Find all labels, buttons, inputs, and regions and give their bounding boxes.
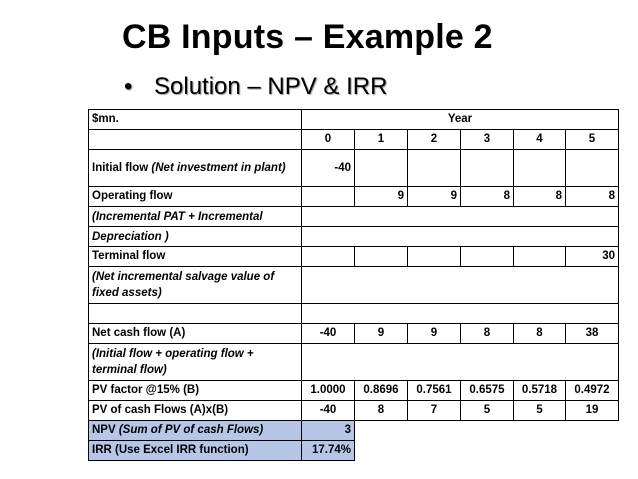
operating-note-2: Depreciation ) <box>89 227 302 247</box>
table-cell <box>514 150 566 187</box>
bullet-text: Solution – NPV & IRR <box>154 73 388 100</box>
table-cell: 9 <box>355 187 408 207</box>
initial-flow-row <box>89 150 619 187</box>
table-cell: 1.0000 <box>302 381 355 401</box>
pv-cash-row <box>89 401 619 421</box>
terminal-flow-label: Terminal flow <box>89 247 302 267</box>
initial-flow-label <box>89 150 302 187</box>
table-cell: 8 <box>355 401 408 421</box>
table-cell <box>408 150 461 187</box>
year-header: Year <box>302 110 619 130</box>
unit-label: $mn. <box>89 110 302 130</box>
operating-note-row-1 <box>89 207 619 227</box>
pv-factor-row <box>89 381 619 401</box>
cash-flow-table <box>88 109 619 461</box>
table-cell <box>461 150 514 187</box>
table-cell: 9 <box>408 187 461 207</box>
table-cell: 0.6575 <box>461 381 514 401</box>
terminal-note-row <box>89 267 619 304</box>
table-cell <box>355 150 408 187</box>
year-row <box>89 130 619 150</box>
slide-title: CB Inputs – Example 2 <box>122 18 493 56</box>
table-cell: 30 <box>566 247 619 267</box>
table-cell: 8 <box>566 187 619 207</box>
year-row-label <box>89 130 302 150</box>
empty-span <box>302 267 619 304</box>
table-cell: 0.7561 <box>408 381 461 401</box>
table-cell <box>566 150 619 187</box>
empty-span <box>355 441 619 461</box>
table-cell: 5 <box>514 401 566 421</box>
empty-span <box>355 421 619 441</box>
empty-span <box>302 227 619 247</box>
slide-bullet <box>124 73 387 101</box>
table-cell: 7 <box>408 401 461 421</box>
net-note-row <box>89 344 619 381</box>
npv-label <box>89 421 302 441</box>
table-cell: 8 <box>461 187 514 207</box>
table-cell: 9 <box>408 324 461 344</box>
table-cell: 8 <box>514 187 566 207</box>
pv-cash-label: PV of cash Flows (A)x(B) <box>89 401 302 421</box>
operating-note-row-2 <box>89 227 619 247</box>
empty-cell <box>89 304 302 324</box>
net-note: (Initial flow + operating flow + terminal flow) <box>89 344 302 381</box>
net-cash-flow-row <box>89 324 619 344</box>
npv-note: (Sum of PV of cash Flows) <box>118 424 264 436</box>
year-cell: 1 <box>355 130 408 150</box>
irr-row <box>89 441 619 461</box>
npv-row <box>89 421 619 441</box>
table-cell: -40 <box>302 150 355 187</box>
npv-value: 3 <box>302 421 355 441</box>
bullet-dot-icon: • <box>124 73 133 100</box>
table-cell: 0.5718 <box>514 381 566 401</box>
table-cell <box>355 247 408 267</box>
table-header-row <box>89 110 619 130</box>
operating-flow-row <box>89 187 619 207</box>
table-cell <box>302 187 355 207</box>
table-cell <box>514 247 566 267</box>
table-cell: 19 <box>566 401 619 421</box>
table-cell: -40 <box>302 401 355 421</box>
year-cell: 2 <box>408 130 461 150</box>
table-cell: 38 <box>566 324 619 344</box>
initial-flow-title: Initial flow <box>92 162 152 174</box>
terminal-flow-row <box>89 247 619 267</box>
irr-label: IRR (Use Excel IRR function) <box>89 441 302 461</box>
table-cell: 8 <box>514 324 566 344</box>
empty-span <box>302 207 619 227</box>
irr-value: 17.74% <box>302 441 355 461</box>
table-cell <box>461 247 514 267</box>
operating-note-1: (Incremental PAT + Incremental <box>89 207 302 227</box>
spacer-row <box>89 304 619 324</box>
npv-title: NPV <box>92 424 119 436</box>
table-cell: 9 <box>355 324 408 344</box>
table-cell: 8 <box>461 324 514 344</box>
net-cash-flow-label: Net cash flow (A) <box>89 324 302 344</box>
terminal-note: (Net incremental salvage value of fixed assets) <box>89 267 302 304</box>
table-cell <box>408 247 461 267</box>
year-cell: 3 <box>461 130 514 150</box>
table-cell: -40 <box>302 324 355 344</box>
table-cell: 5 <box>461 401 514 421</box>
year-cell: 0 <box>302 130 355 150</box>
empty-span <box>302 344 619 381</box>
operating-flow-label: Operating flow <box>89 187 302 207</box>
initial-flow-note: (Net investment in plant) <box>151 162 286 174</box>
year-cell: 4 <box>514 130 566 150</box>
table-cell: 0.4972 <box>566 381 619 401</box>
table-cell: 0.8696 <box>355 381 408 401</box>
table-cell <box>302 247 355 267</box>
pv-factor-label: PV factor @15% (B) <box>89 381 302 401</box>
year-cell: 5 <box>566 130 619 150</box>
empty-span <box>302 304 619 324</box>
